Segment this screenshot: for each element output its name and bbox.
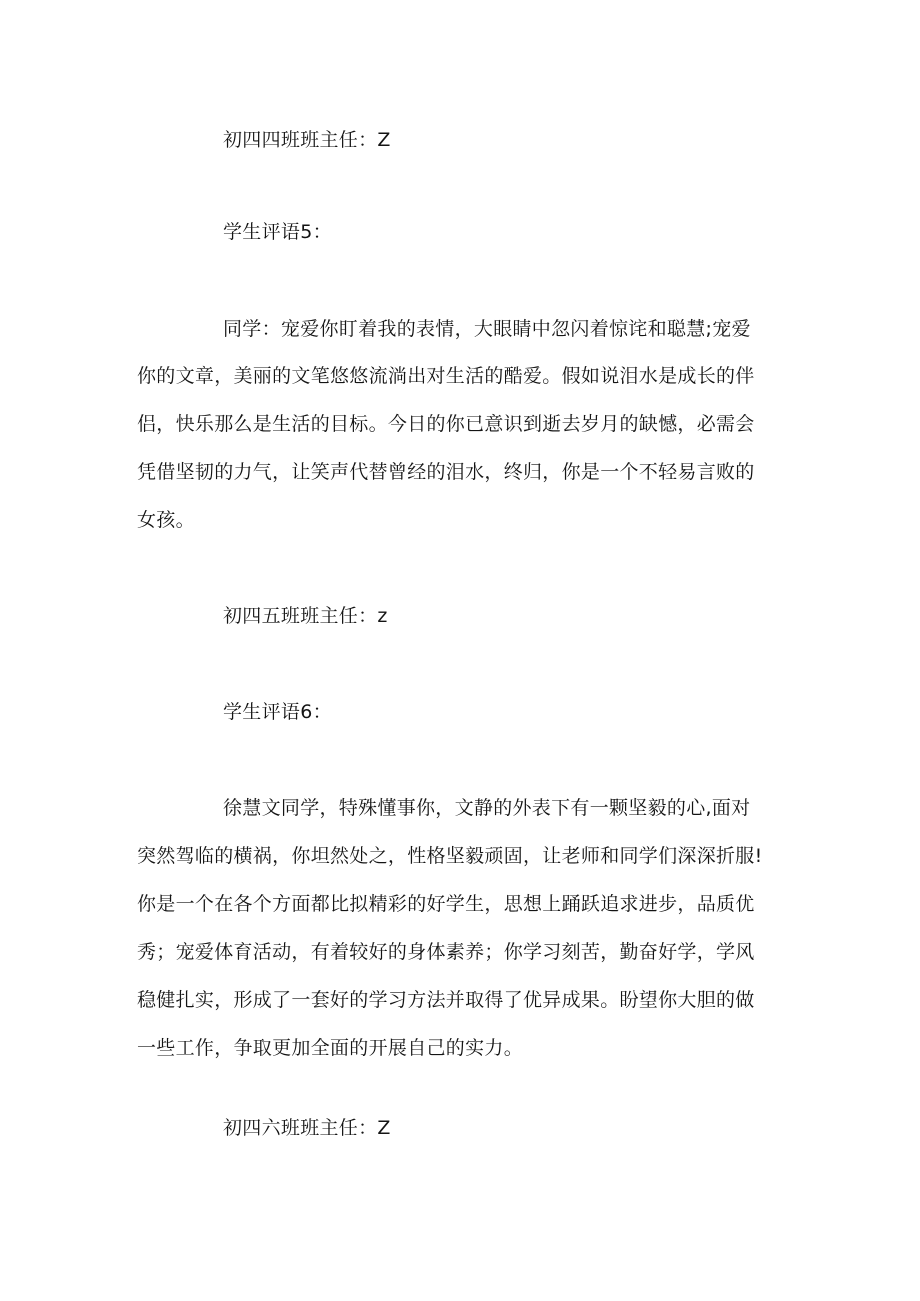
comment-6-line: 你是一个在各个方面都比拟精彩的好学生，思想上踊跃追求进步，品质优: [137, 893, 755, 915]
comment-6-line: 秀；宠爱体育活动，有着较好的身体素养；你学习刻苦，勤奋好学，学风: [137, 941, 755, 963]
student-comment-heading-6: 学生评语6：: [223, 701, 332, 723]
student-comment-heading-5: 学生评语5：: [223, 221, 332, 243]
comment-6-line: 稳健扎实，形成了一套好的学习方法并取得了优异成果。盼望你大胆的做: [137, 989, 755, 1011]
comment-5-line: 你的文章，美丽的文笔悠悠流淌出对生活的酷爱。假如说泪水是成长的伴: [137, 365, 755, 387]
class-teacher-signature-4-6: 初四六班班主任：Z: [223, 1117, 391, 1139]
comment-6-line: 突然驾临的横祸，你坦然处之，性格坚毅顽固，让老师和同学们深深折服!: [137, 845, 763, 867]
comment-5-line: 凭借坚韧的力气，让笑声代替曾经的泪水，终归，你是一个不轻易言败的: [137, 461, 755, 483]
class-teacher-signature-4-4: 初四四班班主任：Z: [223, 129, 391, 151]
comment-5-line: 同学：宠爱你盯着我的表情，大眼睛中忽闪着惊诧和聪慧;宠爱: [223, 318, 751, 340]
comment-5-line: 女孩。: [137, 509, 195, 531]
class-teacher-signature-4-5: 初四五班班主任：z: [223, 605, 388, 627]
comment-6-line: 徐慧文同学，特殊懂事你，文静的外表下有一颗坚毅的心,面对: [223, 797, 751, 819]
comment-6-line: 一些工作，争取更加全面的开展自己的实力。: [137, 1037, 524, 1059]
comment-5-line: 侣，快乐那么是生活的目标。今日的你已意识到逝去岁月的缺憾，必需会: [137, 413, 755, 435]
